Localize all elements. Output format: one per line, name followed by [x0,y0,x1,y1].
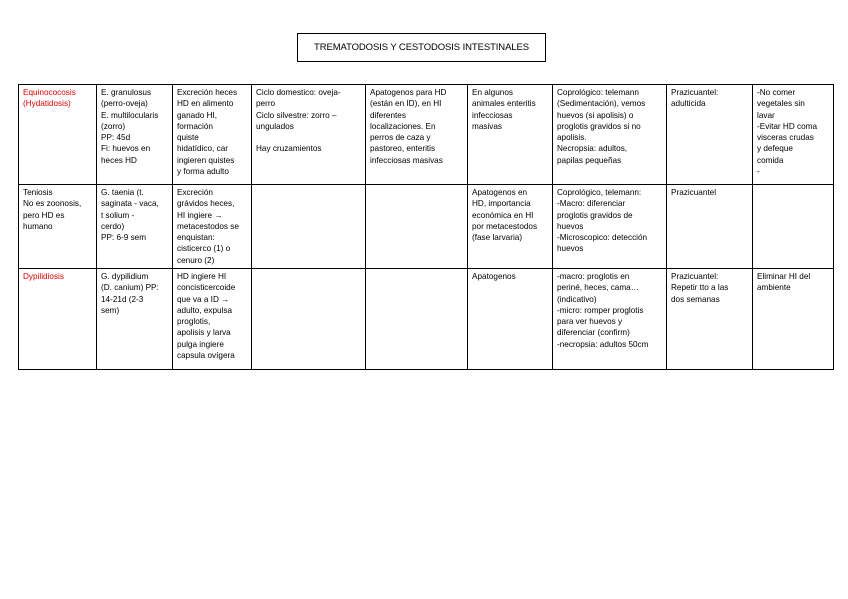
diagnosis-text-line: -Macro: diferenciar [557,199,626,209]
clinical-text-line: masivas [472,121,503,131]
clinical-text-line: económica en HI [472,210,534,220]
pathogenicity-text-line: localizaciones. En [370,121,436,131]
clinical-text-line: Apatogenos [472,272,516,281]
diagnosis-text-line: diferenciar (confirm) [557,328,630,338]
clinical-text-line: En algunos [472,88,513,97]
diagnosis-text-line: periné, heces, cama… [557,283,639,293]
pathogenicity-cell [366,85,468,185]
life-cycle-text-line: cisticerco (1) o [177,244,231,254]
clinical-text-line: (fase larvaria) [472,233,523,243]
species-text-line: sem) [101,305,120,315]
cycle-type-cell [252,185,366,269]
document-title: TREMATODOSIS Y CESTODOSIS INTESTINALES [314,42,529,53]
diagnosis-cell [553,185,667,269]
clinical-cell [468,185,553,269]
cycle-type-cell [252,85,366,185]
diagnosis-text-line: huevos (si apolisis) o [557,110,634,120]
species-text-line: heces HD [101,155,137,165]
cycle-type-text-line: ungulados [256,121,294,131]
diagnosis-text-line: (Sedimentación), vemos [557,99,646,109]
pathogenicity-text-line: (están en ID), en HI [370,99,442,109]
cycle-type-text-line: perro [256,99,276,109]
life-cycle-text-line: enquistan: [177,233,215,243]
species-text-line: E. multilocularis [101,110,159,120]
diagnosis-cell [553,85,667,185]
diagnosis-text-line: Coprológico: telemann [557,88,639,97]
cycle-type-text-line: Hay cruzamientos [256,144,322,154]
diagnosis-cell [553,269,667,370]
species-text-line: t solium - [101,210,135,220]
treatment-text-line: Repetir tto a las [671,283,729,293]
life-cycle-text-line: HD en alimento [177,99,234,109]
species-cell [97,269,173,370]
life-cycle-text-line: que va a ID → [177,294,230,304]
life-cycle-text-line: Excreción [177,188,213,197]
prevention-text-line: comida [757,155,784,165]
life-cycle-text-line: apolisis y larva [177,328,231,338]
pathogenicity-cell [366,269,468,370]
species-text-line: (D. canium) PP: [101,283,159,293]
disease-cell [19,269,97,370]
prevention-cell [753,85,834,185]
cycle-type-text-line [256,132,361,143]
prevention-text-line: vegetales sin [757,99,805,109]
species-text-line: PP: 45d [101,133,131,143]
cycle-type-cell [252,269,366,370]
life-cycle-text-line: concisticercoide [177,283,236,293]
species-text-line: (zorro) [101,121,126,131]
clinical-text-line: animales enteritis [472,99,536,109]
treatment-cell [667,269,753,370]
diagnosis-text-line: para ver huevos y [557,317,623,327]
clinical-cell [468,85,553,185]
treatment-text-line: Prazicuantel: [671,272,719,281]
clinical-text-line: infecciosas [472,110,513,120]
diagnosis-text-line: huevos [557,221,584,231]
species-text-line: G. taenia (t. [101,188,144,197]
prevention-cell [753,185,834,269]
life-cycle-text-line: grávidos heces, [177,199,235,209]
species-text-line: cerdo) [101,221,125,231]
diagnosis-text-line: -micro: romper proglotis [557,305,644,315]
diagnosis-text-line: Coprológico, telemann: [557,188,642,197]
life-cycle-text-line: metacestodos se [177,221,239,231]
treatment-text-line: dos semanas [671,294,720,304]
disease-text-line: Teniosis [23,188,53,197]
treatment-text-line: adulticida [671,99,706,109]
life-cycle-text-line: Excreción heces [177,88,238,97]
prevention-text-line: visceras crudas [757,133,814,143]
disease-text-line: No es zoonosis, [23,199,82,209]
life-cycle-text-line: ganado HI, [177,110,218,120]
disease-text-line: pero HD es [23,210,65,220]
treatment-cell [667,185,753,269]
prevention-text-line: -No comer [757,88,796,97]
disease-text-line: humano [23,221,53,231]
disease-cell [19,85,97,185]
species-text-line: saginata - vaca, [101,199,159,209]
disease-text-line: Dypilidiosis [23,272,64,281]
treatment-text-line: Prazicuantel [671,188,717,197]
clinical-text-line: Apatogenos en [472,188,528,197]
diagnosis-text-line: -Microscopico: detección [557,233,648,243]
species-text-line: Fi: huevos en [101,144,151,154]
prevention-cell [753,269,834,370]
prevention-text-line: y defeque [757,144,793,154]
prevention-text-line: Eliminar HI del [757,272,811,281]
treatment-text-line: Prazicuantel: [671,88,719,97]
species-cell [97,185,173,269]
diagnosis-text-line: proglotis gravidos de [557,210,633,220]
cycle-type-text-line: Ciclo silvestre: zorro – [256,110,337,120]
life-cycle-text-line: hidatídico, car [177,144,228,154]
disease-text-line: Equinococosis [23,88,76,97]
life-cycle-text-line: proglotis, [177,317,211,327]
clinical-text-line: por metacestodos [472,221,538,231]
life-cycle-text-line: formación [177,121,213,131]
diagnosis-text-line: huevos [557,244,584,254]
table-row [19,269,834,370]
prevention-text-line: -Evitar HD coma [757,121,818,131]
life-cycle-cell [173,185,252,269]
prevention-text-line: lavar [757,110,775,120]
clinical-text-line: HD, importancia [472,199,531,209]
life-cycle-text-line: y forma adulto [177,167,229,177]
pathogenicity-cell [366,185,468,269]
pathogenicity-text-line: diferentes [370,110,406,120]
species-text-line: E. granulosus [101,88,152,97]
table-row [19,85,834,185]
life-cycle-text-line: ingieren quistes [177,155,235,165]
diagnosis-text-line: papilas pequeñas [557,155,622,165]
diagnosis-text-line: apolisis. [557,133,587,143]
species-text-line: G. dypilidium [101,272,149,281]
prevention-text-line: ambiente [757,283,791,293]
diagnosis-text-line: Necropsia: adultos, [557,144,628,154]
life-cycle-text-line: adulto, expulsa [177,305,233,315]
pathogenicity-text-line: infecciosas masivas [370,155,443,165]
disease-text-line: (Hydatidosis) [23,99,71,109]
life-cycle-text-line: cenuro (2) [177,255,215,265]
life-cycle-text-line: capsula ovígera [177,351,235,361]
document-title-box [297,33,546,62]
species-text-line: 14-21d (2-3 [101,294,144,304]
species-text-line: (perro-oveja) [101,99,148,109]
diagnosis-text-line: (indicativo) [557,294,597,304]
table-row [19,185,834,269]
table-body [19,85,834,370]
life-cycle-text-line: HI ingiere → [177,210,223,220]
cycle-type-text-line: Ciclo domestico: oveja- [256,88,341,97]
species-cell [97,85,173,185]
life-cycle-text-line: HD ingiere HI [177,272,227,281]
clinical-cell [468,269,553,370]
treatment-cell [667,85,753,185]
life-cycle-text-line: pulga ingiere [177,339,224,349]
parasite-table [18,84,834,370]
diagnosis-text-line: -necropsia: adultos 50cm [557,339,649,349]
disease-cell [19,185,97,269]
prevention-text-line: - [757,167,760,177]
pathogenicity-text-line: Apatogenos para HD [370,88,447,97]
life-cycle-cell [173,269,252,370]
life-cycle-cell [173,85,252,185]
life-cycle-text-line: quiste [177,133,199,143]
species-text-line: PP: 6-9 sem [101,233,147,243]
diagnosis-text-line: proglotis gravidos si no [557,121,641,131]
diagnosis-text-line: -macro: proglotis en [557,272,630,281]
pathogenicity-text-line: perros de caza y [370,133,431,143]
pathogenicity-text-line: pastoreo, enteritis [370,144,436,154]
